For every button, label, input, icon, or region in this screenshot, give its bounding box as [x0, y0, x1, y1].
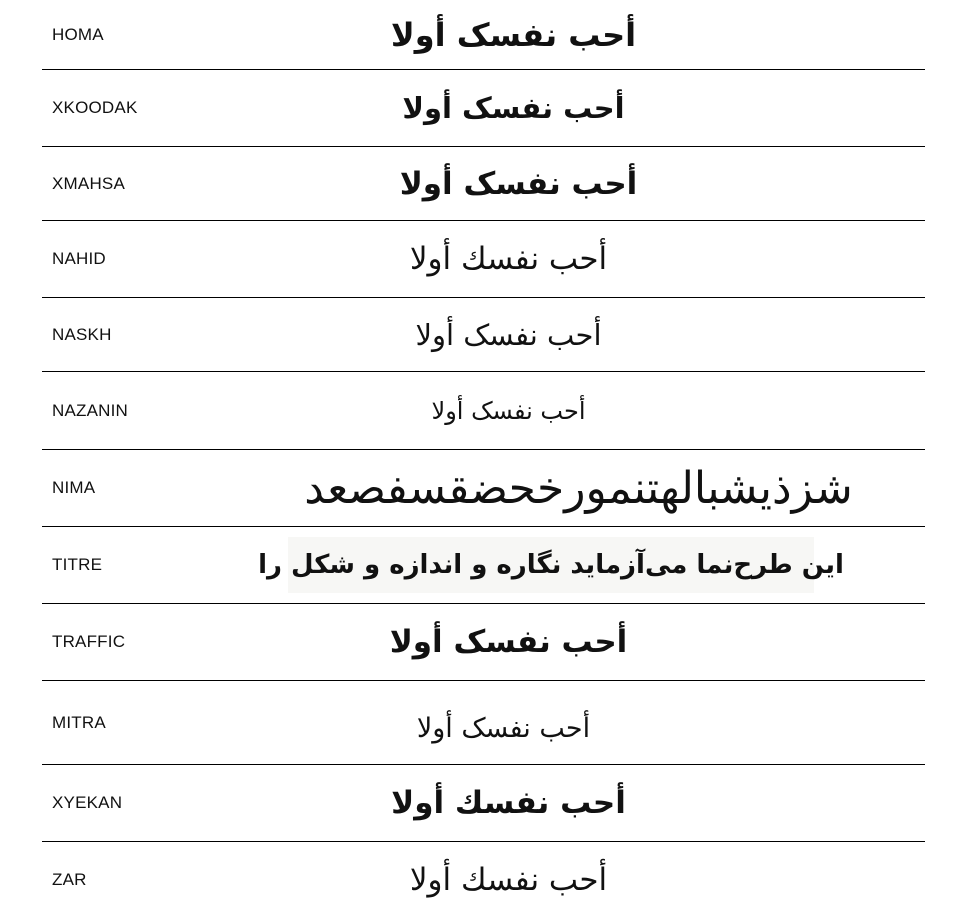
font-name: ZAR	[52, 869, 87, 889]
font-name: TITRE	[52, 555, 103, 574]
font-name: NAHID	[52, 249, 106, 268]
font-name: HOMA	[52, 24, 104, 44]
font-name: NASKH	[52, 324, 112, 344]
font-sample: أحب نفسک أولا	[416, 713, 591, 744]
font-sample: أحب نفسک أولا	[399, 165, 638, 202]
font-row-nahid	[42, 221, 925, 297]
font-row-titre	[42, 527, 925, 603]
font-row-naskh	[42, 298, 925, 371]
font-sample: شزذیشبالهتنمورخحضقسفصعد	[304, 462, 853, 514]
font-sample: أحب نفسک أولا	[389, 624, 628, 660]
font-name: MITRA	[52, 712, 106, 732]
font-sample: أحب نفسك أولا	[409, 241, 608, 277]
font-row-traffic	[42, 604, 925, 680]
font-name: NAZANIN	[52, 400, 129, 420]
font-sample: أحب نفسک أولا	[415, 317, 602, 352]
font-row-zar	[42, 842, 925, 917]
font-sample: أحب نفسک أولا	[390, 15, 637, 54]
font-sample: أحب نفسک أولا	[431, 396, 586, 425]
font-row-homa	[42, 0, 925, 69]
font-name: XKOODAK	[52, 98, 138, 117]
font-row-nima	[42, 450, 925, 526]
font-sample: أحب نفسك أولا	[391, 785, 626, 821]
font-row-mitra	[42, 681, 925, 764]
font-sample: این طرح‌نما می‌آزماید نگاره و اندازه و شکل را	[258, 550, 844, 580]
font-name: XYEKAN	[52, 793, 123, 812]
font-row-xyekan	[42, 765, 925, 841]
font-name: XMAHSA	[52, 173, 125, 193]
font-name: NIMA	[52, 478, 96, 497]
font-name: TRAFFIC	[52, 632, 126, 651]
font-sample: أحب نفسک أولا	[402, 91, 625, 125]
font-row-nazanin	[42, 372, 925, 449]
font-sample: أحب نفسك أولا	[409, 861, 608, 898]
titre-sample-image	[258, 537, 844, 593]
font-row-xmahsa	[42, 147, 925, 220]
font-row-xkoodak	[42, 70, 925, 146]
